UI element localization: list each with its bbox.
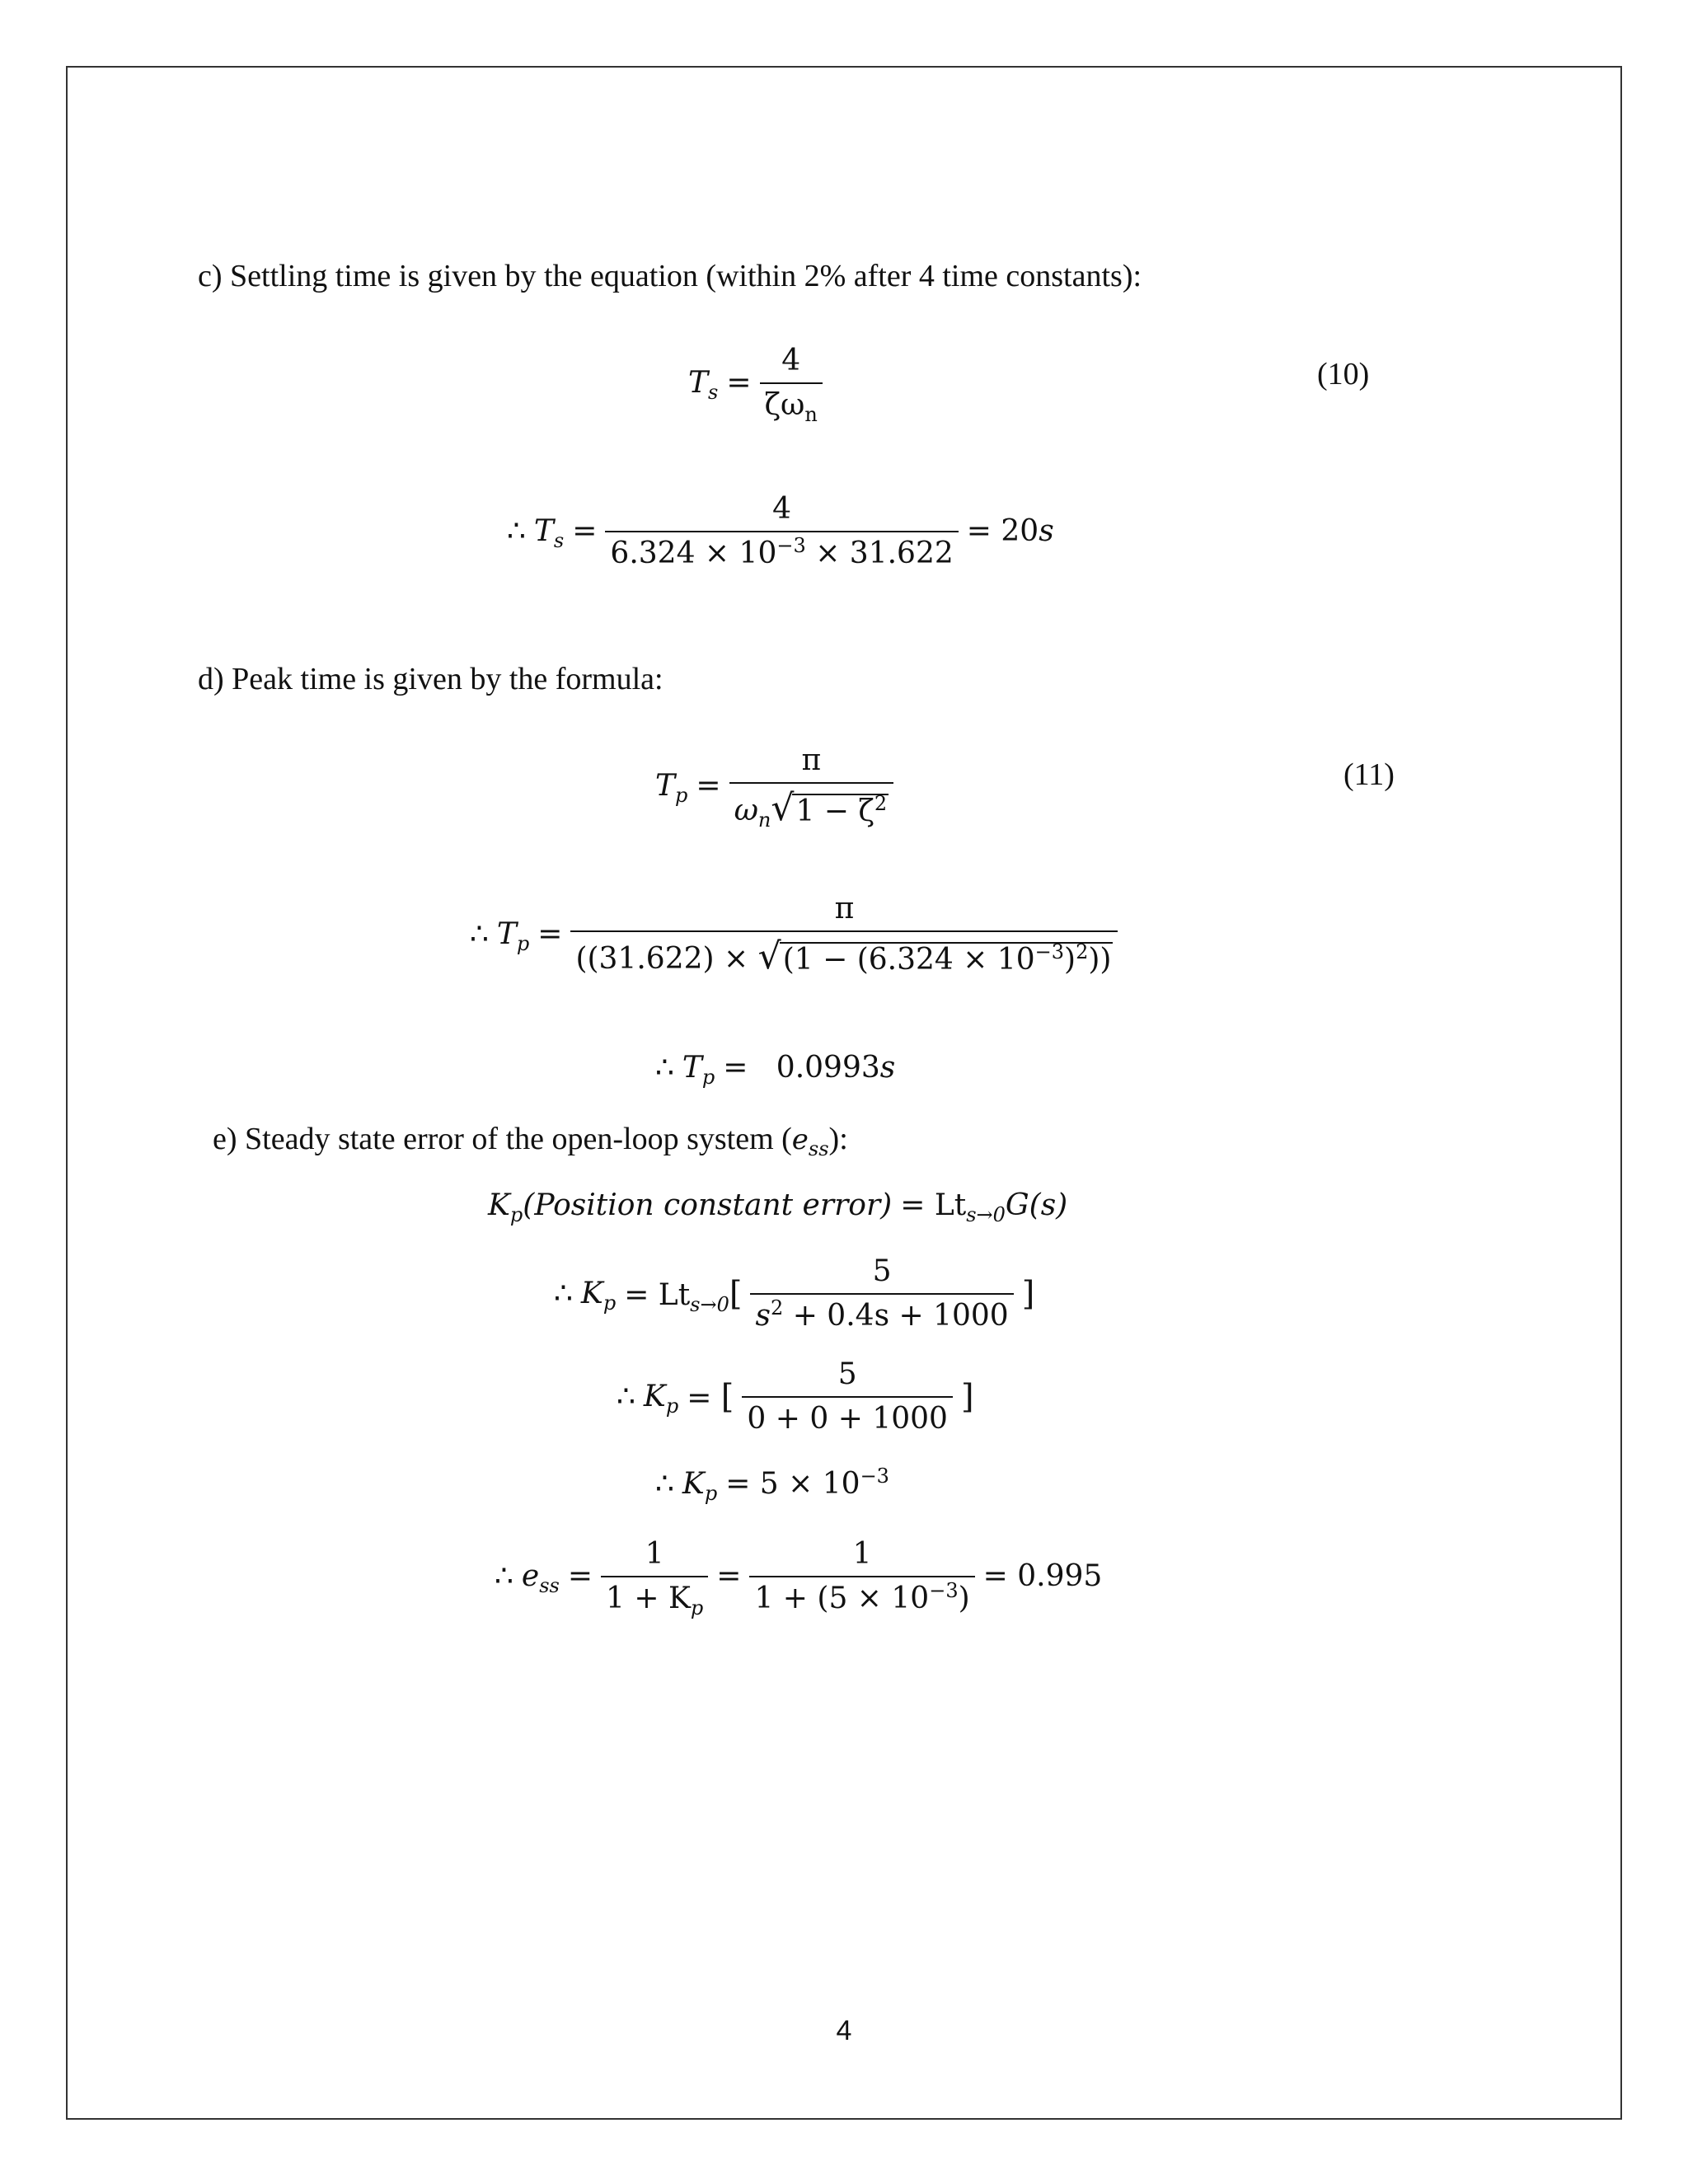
page-border	[66, 66, 1622, 2120]
position-constant-definition: $K_p(Position$ constant error) = $Lt_{s\to 0}G(s)$	[488, 1188, 1068, 1227]
peak-time-result: ∴ $T_p$ = 0.0993s	[655, 1051, 896, 1090]
kp-result: ∴ $K_p$ = $5 \times 10^{-3}$	[655, 1465, 889, 1506]
kp-limit-equation: ∴ $K_p$ = $Lt_{s\to 0}$[ $\frac{5}{s^2 + 0.4s + 1000}$ ]	[554, 1254, 1035, 1333]
equation-10: $T_s$ = $\frac{4}{\zeta\omega_n}$	[688, 346, 823, 420]
page-number: 4	[836, 2015, 852, 2046]
equation-number-11: (11)	[1343, 757, 1395, 792]
settling-time-calculation: ∴ $T_s$ = $\frac{4}{6.324 \times 10^{-3} \times 31.622}$ = 20s	[507, 492, 1054, 570]
equation-11: $T_p$ = π $\omega_n$ √ $1 - \zeta^2$	[655, 746, 893, 827]
section-d-heading: d) Peak time is given by the formula:	[198, 662, 663, 696]
section-c-heading: c) Settling time is given by the equation (within 2% after 4 time constants):	[198, 259, 1142, 293]
steady-state-error-equation: ∴ $e_{ss}$ = $\frac{1}{1 + K_p}$ = $\frac{1}{1 + (5 \times 10^{-3})}$ = 0.995	[495, 1537, 1103, 1620]
section-e-heading: e) Steady state error of the open-loop system $(e_{ss})$:	[213, 1122, 848, 1160]
peak-time-calculation: ∴ $T_p$ = π ((31.622) × √ $(1 - (6.324 \times 10^{-3})^2)$)	[470, 894, 1118, 975]
equation-number-10: (10)	[1317, 357, 1370, 391]
kp-substituted-equation: ∴ $K_p$ = [ $\frac{5}{0 + 0 + 1000}$ ]	[617, 1357, 974, 1436]
square-root-symbol: √ $1 - \zeta^2$	[771, 787, 888, 829]
